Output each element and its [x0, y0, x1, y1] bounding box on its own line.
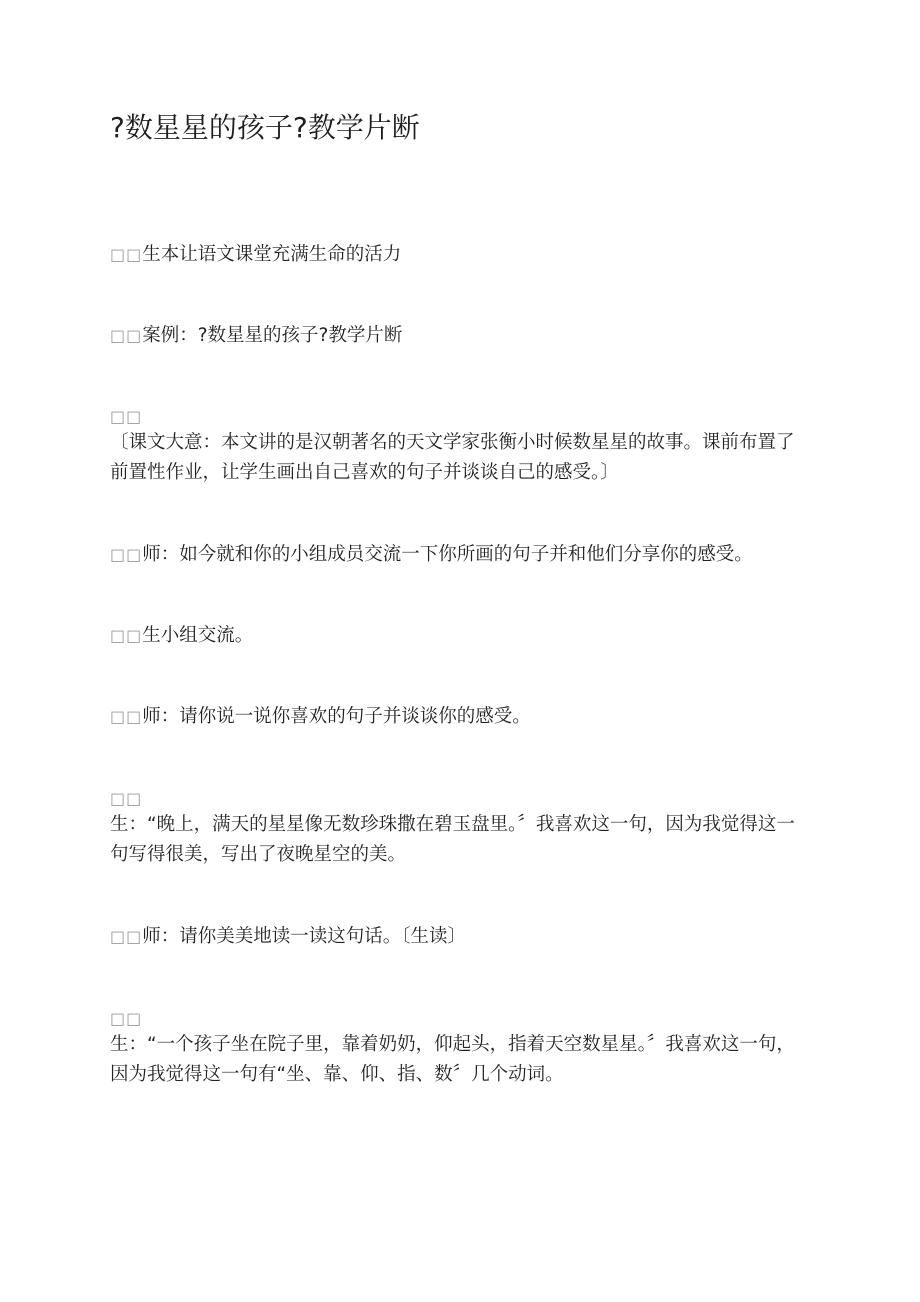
paragraph-student-2	[110, 1008, 810, 1090]
paragraph-text: 师：请你说一说你喜欢的句子并谈谈你的感受。	[142, 706, 531, 727]
paragraph-teacher-3	[110, 922, 810, 952]
paragraph-teacher-1	[110, 540, 810, 570]
paragraph-indent: □□	[110, 927, 143, 946]
paragraph-indent: □□	[110, 789, 143, 808]
paragraph-text: 生本让语文课堂充满生命的活力	[142, 244, 402, 265]
paragraph-student-1	[110, 788, 810, 870]
document-title: ?数星星的孩子?教学片断	[110, 111, 420, 144]
paragraph-case-heading	[110, 321, 810, 351]
paragraph-text: 生：“一个孩子坐在院子里，靠着奶奶，仰起头，指着天空数星星。〞我喜欢这一句，因为我觉得这一句有“坐、靠、仰、指、数〞几个动词。	[110, 1034, 795, 1085]
paragraph-text: 生：“晚上，满天的星星像无数珍珠撒在碧玉盘里。〞我喜欢这一句，因为我觉得这一句写得很美，写出了夜晚星空的美。	[110, 814, 795, 865]
paragraph-indent: □□	[110, 326, 143, 345]
paragraph-indent: □□	[110, 707, 143, 726]
paragraph-text: 师：如今就和你的小组成员交流一下你所画的句子并和他们分享你的感受。	[142, 544, 753, 565]
paragraph-indent: □□	[110, 245, 143, 264]
paragraph-indent: □□	[110, 626, 143, 645]
paragraph-indent: □□	[110, 545, 143, 564]
paragraph-text: 生小组交流。	[142, 625, 254, 646]
paragraph-text: 师：请你美美地读一读这句话。〔生读〕	[142, 926, 466, 947]
paragraph-teacher-2	[110, 702, 810, 732]
paragraph-subtitle	[110, 240, 810, 270]
paragraph-text: 案例：?数星星的孩子?教学片断	[142, 325, 403, 346]
paragraph-text: 〔课文大意：本文讲的是汉朝著名的天文学家张衡小时候数星星的故事。课前布置了前置性作业，让学生画出自己喜欢的句子并谈谈自己的感受。〕	[110, 432, 795, 483]
paragraph-student-group	[110, 621, 810, 651]
paragraph-lesson-summary	[110, 406, 810, 488]
paragraph-indent: □□	[110, 1009, 143, 1028]
paragraph-indent: □□	[110, 407, 143, 426]
